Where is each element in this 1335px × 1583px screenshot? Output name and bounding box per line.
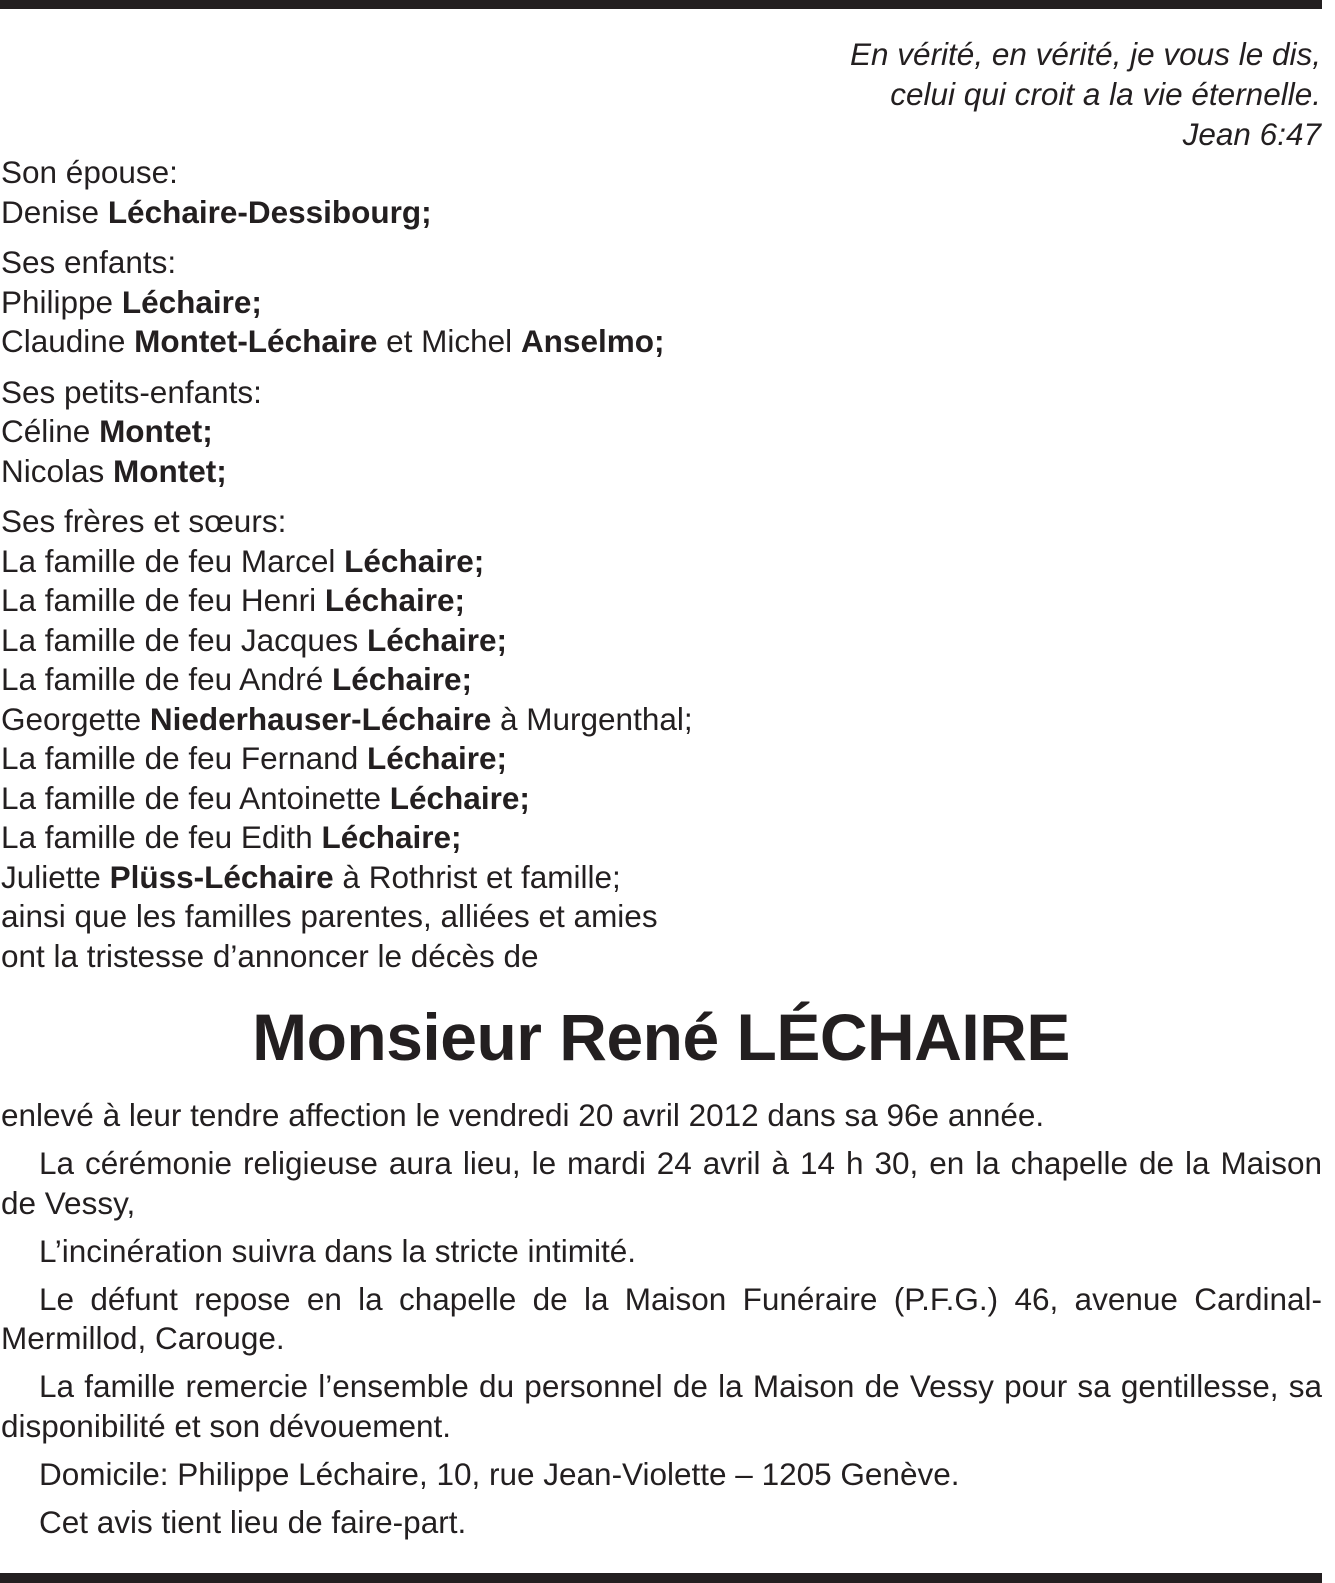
notice-paragraph: La cérémonie religieuse aura lieu, le mardi 24 avril à 14 h 30, en la chapelle de la Maison de Vessy, [1, 1145, 1322, 1221]
family-line: Nicolas Montet; [1, 452, 227, 489]
notice-paragraph: La famille remercie l’ensemble du personnel de la Maison de Vessy pour sa gentillesse, sa disponibilité et son dévouement. [1, 1368, 1322, 1444]
group-heading: Ses frères et sœurs: [1, 503, 287, 539]
family-line: La famille de feu Antoinette Léchaire; [1, 779, 530, 816]
notice-body [1, 1096, 1322, 1551]
family-line: La famille de feu Edith Léchaire; [1, 819, 462, 855]
notice-paragraph: Domicile: Philippe Léchaire, 10, rue Jean-Violette – 1205 Genève. [39, 1455, 960, 1492]
announce-line: ont la tristesse d’annoncer le décès de [1, 937, 539, 974]
deceased-name: Monsieur René LÉCHAIRE [252, 1000, 1070, 1074]
announce-line: ainsi que les familles parentes, alliées et amies [1, 898, 658, 934]
group-heading: Ses enfants: [1, 244, 177, 280]
notice-paragraph: enlevé à leur tendre affection le vendredi 20 avril 2012 dans sa 96e année. [1, 1097, 1045, 1133]
family-line: Juliette Plüss-Léchaire à Rothrist et famille; [1, 858, 621, 895]
epigraph-reference: Jean 6:47 [1182, 116, 1321, 152]
family-line: Céline Montet; [1, 413, 213, 449]
family-line: La famille de feu André Léchaire; [1, 661, 473, 697]
epigraph-line: celui qui croit a la vie éternelle. [890, 76, 1321, 112]
family-line: Georgette Niederhauser-Léchaire à Murgenthal; [1, 700, 693, 737]
notice-paragraph: Cet avis tient lieu de faire-part. [39, 1503, 467, 1540]
family-group-siblings [1, 502, 741, 976]
notice-paragraph: Le défunt repose en la chapelle de la Maison Funéraire (P.F.G.) 46, avenue Cardinal-Mermillod, Carouge. [1, 1280, 1322, 1356]
epigraph [850, 34, 1321, 154]
family-line: Denise Léchaire-Dessibourg; [1, 193, 432, 230]
group-heading: Ses petits-enfants: [1, 373, 262, 410]
family-line: La famille de feu Jacques Léchaire; [1, 621, 508, 658]
family-line: La famille de feu Henri Léchaire; [1, 582, 465, 618]
bottom-rule [0, 1573, 1322, 1583]
group-heading: Son épouse: [1, 154, 178, 190]
family-line: La famille de feu Marcel Léchaire; [1, 542, 485, 579]
family-group-children [1, 243, 741, 362]
family-group-spouse [1, 153, 741, 232]
family-list [1, 153, 741, 976]
family-group-grandchildren [1, 373, 741, 492]
family-line: La famille de feu Fernand Léchaire; [1, 740, 508, 776]
notice-paragraph: L’incinération suivra dans la stricte intimité. [39, 1232, 637, 1269]
family-line: Philippe Léchaire; [1, 283, 262, 320]
family-line: Claudine Montet-Léchaire et Michel Anselmo; [1, 323, 665, 359]
top-rule [0, 0, 1322, 9]
epigraph-line: En vérité, en vérité, je vous le dis, [850, 36, 1321, 72]
